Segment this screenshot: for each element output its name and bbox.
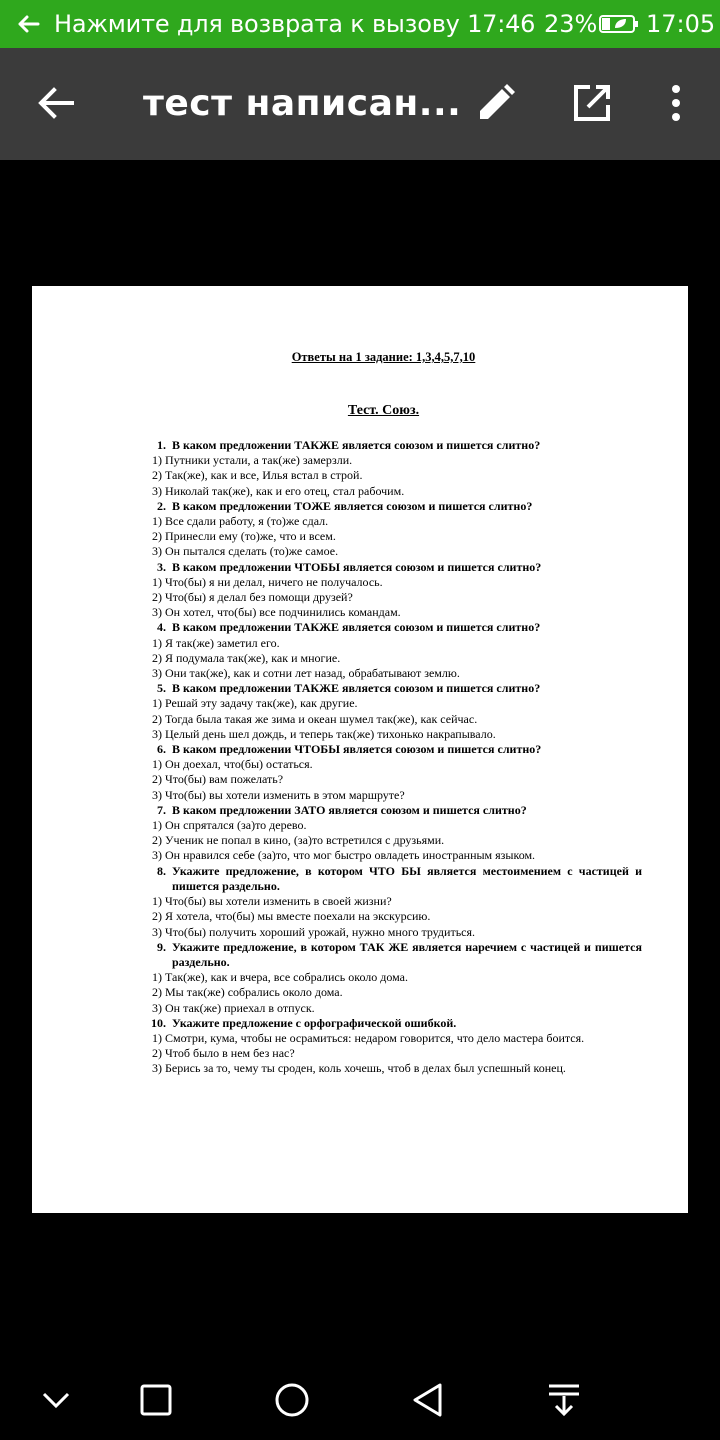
answer-option: 2) Принесли ему (то)же, что и всем. — [152, 529, 336, 544]
answer-option: 1) Что(бы) я ни делал, ничего не получалось. — [152, 574, 383, 589]
status-bar[interactable] — [0, 0, 720, 48]
question-item — [144, 499, 642, 560]
answer-option: 3) Он нравился себе (за)то, что мог быстро овладеть иностранным языком. — [152, 848, 536, 863]
document-title: тест написан... — [143, 83, 462, 124]
question-heading — [144, 560, 642, 575]
question-number: 2. — [157, 498, 166, 513]
question-text: В каком предложении ТОЖЕ является союзом и пишется слитно? — [172, 498, 533, 513]
question-text: В каком предложении ЗАТО является союзом и пишется слитно? — [172, 802, 527, 817]
question-text: Укажите предложение с орфографической ошибкой. — [172, 1015, 457, 1030]
answer-option: 3) Что(бы) получить хороший урожай, нужно много трудиться. — [152, 924, 476, 939]
question-heading — [144, 742, 642, 757]
answer-option: 1) Он спрятался (за)то дерево. — [152, 818, 307, 833]
answer-option: 3) Целый день шел дождь, и теперь так(же) тихонько накрапывало. — [152, 726, 496, 741]
home-icon[interactable] — [272, 1380, 312, 1420]
answer-option: 2) Ученик не попал в кино, (за)то встретился с друзьями. — [152, 833, 445, 848]
return-to-call-text[interactable]: Нажмите для возврата к вызову 17:46 — [54, 10, 536, 38]
document-page[interactable] — [32, 286, 688, 1213]
open-external-icon[interactable] — [570, 81, 614, 125]
answer-option: 1) Что(бы) вы хотели изменить в своей жизни? — [152, 894, 392, 909]
question-item — [144, 803, 642, 864]
question-item — [144, 681, 642, 742]
question-heading — [144, 499, 642, 514]
navigation-bar — [0, 1360, 720, 1440]
question-number: 1. — [157, 438, 166, 452]
question-number: 5. — [157, 681, 166, 696]
answer-option: 2) Я подумала так(же), как и многие. — [152, 650, 341, 665]
question-text: В каком предложении ТАКЖЕ является союзом и пишется слитно? — [172, 438, 541, 452]
app-bar — [0, 48, 720, 160]
answer-option: 3) Они так(же), как и сотни лет назад, обрабатывают землю. — [152, 666, 460, 681]
edit-icon[interactable] — [474, 81, 518, 125]
question-heading — [144, 1016, 642, 1031]
question-number: 4. — [157, 620, 166, 635]
question-number: 10. — [151, 1015, 166, 1030]
answer-option: 1) Путники устали, а так(же) замерзли. — [152, 453, 353, 468]
question-number: 3. — [157, 559, 166, 574]
question-text: Укажите предложение, в котором ТАК ЖЕ является наречием с частицей и пишется раздельно. — [172, 939, 642, 969]
answer-option: 2) Тогда была такая же зима и океан шумел так(же), как сейчас. — [152, 711, 478, 726]
answer-option: 1) Он доехал, что(бы) остаться. — [152, 757, 313, 772]
answer-option: 1) Все сдали работу, я (то)же сдал. — [152, 514, 329, 529]
more-options-icon[interactable] — [654, 81, 698, 125]
answer-option: 1) Так(же), как и вчера, все собрались около дома. — [152, 970, 408, 985]
question-text: В каком предложении ТАКЖЕ является союзом и пишется слитно? — [172, 681, 541, 696]
answer-option: 3) Что(бы) вы хотели изменить в этом маршруте? — [152, 787, 405, 802]
answer-option: 2) Чтоб было в нем без нас? — [152, 1046, 295, 1061]
question-item — [144, 560, 642, 621]
question-text: В каком предложении ЧТОБЫ является союзом и пишется слитно? — [172, 559, 542, 574]
answer-option: 1) Решай эту задачу так(же), как другие. — [152, 696, 358, 711]
question-number: 6. — [157, 742, 166, 757]
question-text: В каком предложении ЧТОБЫ является союзом и пишется слитно? — [172, 742, 542, 757]
test-title: Тест. Союз. — [347, 403, 420, 418]
return-arrow-icon[interactable] — [12, 8, 44, 40]
answer-option: 1) Смотри, кума, чтобы не осрамиться: недаром говорится, что дело мастера боится. — [152, 1030, 585, 1045]
answer-option: 2) Я хотела, что(бы) мы вместе поехали на экскурсию. — [152, 909, 431, 924]
clock: 17:05 — [646, 10, 716, 38]
hide-nav-chevron-icon[interactable] — [36, 1380, 76, 1420]
answer-option: 2) Что(бы) я делал без помощи друзей? — [152, 590, 353, 605]
answer-option: 2) Так(же), как и все, Илья встал в строй. — [152, 468, 363, 483]
question-heading — [144, 940, 642, 970]
answers-heading: Ответы на 1 задание: 1,3,4,5,7,10 — [291, 350, 476, 364]
question-text: Укажите предложение, в котором ЧТО БЫ является местоимением с частицей и пишется раздельно. — [172, 863, 642, 893]
question-item — [144, 864, 642, 940]
question-heading — [144, 681, 642, 696]
answer-option: 3) Он хотел, что(бы) все подчинились командам. — [152, 605, 401, 620]
question-item — [144, 940, 642, 1016]
recent-apps-icon[interactable] — [136, 1380, 176, 1420]
question-heading — [144, 864, 642, 894]
question-number: 7. — [157, 802, 166, 817]
battery-percent: 23% — [544, 10, 598, 38]
answer-option: 2) Что(бы) вам пожелать? — [152, 772, 284, 787]
answer-option: 3) Он так(же) приехал в отпуск. — [152, 1000, 315, 1015]
answer-option: 3) Берись за то, чему ты сроден, коль хочешь, чтоб в делах был успешный конец. — [152, 1061, 566, 1076]
back-arrow-icon[interactable] — [34, 81, 78, 125]
questions-list — [144, 438, 642, 1077]
question-heading — [144, 620, 642, 635]
answer-option: 3) Николай так(же), как и его отец, стал рабочим. — [152, 483, 405, 498]
question-item — [144, 620, 642, 681]
notification-pull-down-icon[interactable] — [544, 1380, 584, 1420]
question-heading — [144, 803, 642, 818]
answer-option: 1) Я так(же) заметил его. — [152, 635, 280, 650]
battery-charging-icon — [599, 14, 639, 34]
answer-option: 2) Мы так(же) собрались около дома. — [152, 985, 343, 1000]
question-number: 8. — [157, 863, 166, 878]
question-heading — [144, 438, 642, 453]
question-item — [144, 1016, 642, 1077]
back-triangle-icon[interactable] — [408, 1380, 448, 1420]
question-number: 9. — [157, 939, 166, 954]
answer-option: 3) Он пытался сделать (то)же самое. — [152, 544, 339, 559]
question-item — [144, 742, 642, 803]
question-text: В каком предложении ТАКЖЕ является союзом и пишется слитно? — [172, 620, 541, 635]
question-item — [144, 438, 642, 499]
